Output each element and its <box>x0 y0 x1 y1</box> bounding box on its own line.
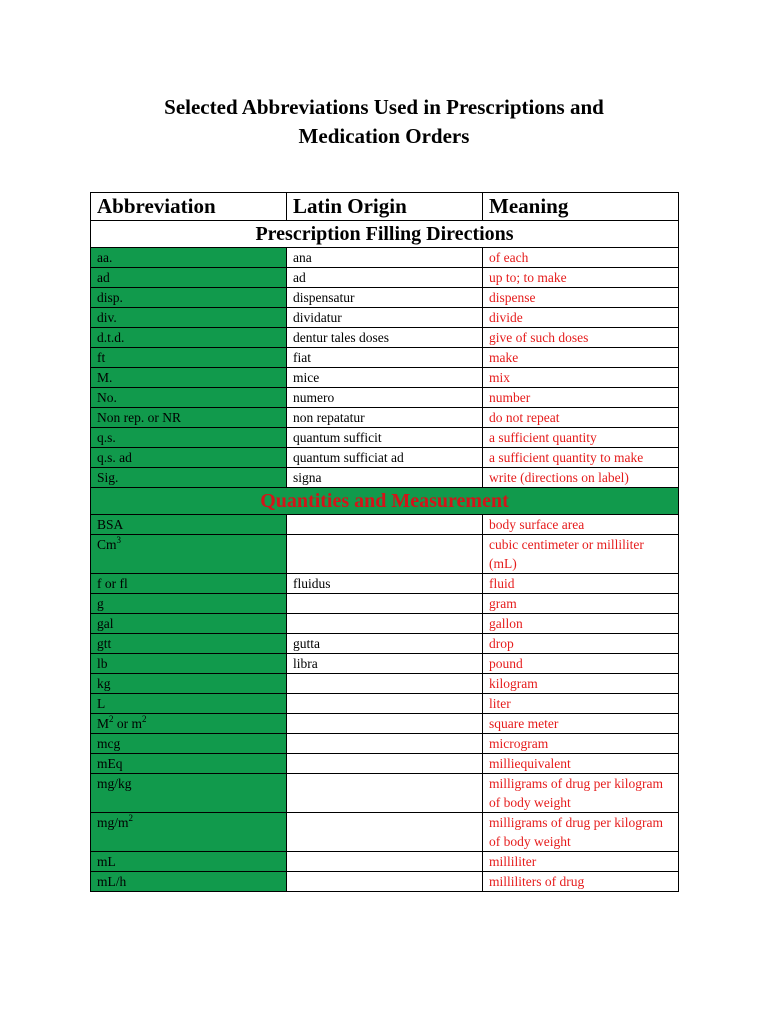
table-row <box>91 872 679 892</box>
abbreviation-cell <box>91 734 287 754</box>
meaning-cell: drop <box>483 634 679 654</box>
latin-origin-cell: quantum sufficiat ad <box>287 448 483 468</box>
table-row <box>91 574 679 594</box>
abbreviation-text: L <box>97 696 106 711</box>
latin-origin-cell <box>287 515 483 535</box>
meaning-cell: milliequivalent <box>483 754 679 774</box>
abbreviation-text: lb <box>97 656 108 671</box>
abbreviation-text: mcg <box>97 736 121 751</box>
meaning-cell: do not repeat <box>483 408 679 428</box>
abbreviation-superscript: 2 <box>128 813 134 823</box>
abbreviation-cell <box>91 268 287 288</box>
abbreviation-cell <box>91 714 287 734</box>
table-row <box>91 288 679 308</box>
abbreviation-text: No. <box>97 390 117 405</box>
abbreviation-text: mg/kg <box>97 776 132 791</box>
meaning-cell: a sufficient quantity to make <box>483 448 679 468</box>
table-row <box>91 594 679 614</box>
table-row <box>91 714 679 734</box>
meaning-cell: number <box>483 388 679 408</box>
abbreviation-text: or m <box>113 716 143 731</box>
latin-origin-cell: numero <box>287 388 483 408</box>
abbreviation-cell <box>91 288 287 308</box>
latin-origin-cell: ad <box>287 268 483 288</box>
table-row <box>91 468 679 488</box>
abbreviation-cell <box>91 634 287 654</box>
abbreviation-text: Sig. <box>97 470 119 485</box>
abbreviation-text: ft <box>97 350 106 365</box>
table-row <box>91 268 679 288</box>
meaning-cell: kilogram <box>483 674 679 694</box>
meaning-cell: milliliter <box>483 852 679 872</box>
meaning-cell: give of such doses <box>483 328 679 348</box>
table-row <box>91 674 679 694</box>
latin-origin-cell: dividatur <box>287 308 483 328</box>
abbreviation-cell <box>91 754 287 774</box>
table-row <box>91 614 679 634</box>
abbreviation-text: q.s. <box>97 430 116 445</box>
abbreviation-cell <box>91 308 287 328</box>
abbreviation-cell <box>91 694 287 714</box>
meaning-cell: square meter <box>483 714 679 734</box>
abbreviation-cell <box>91 428 287 448</box>
section-header-row <box>91 221 679 248</box>
document-title <box>0 93 768 151</box>
abbreviation-text: BSA <box>97 517 124 532</box>
latin-origin-cell: dispensatur <box>287 288 483 308</box>
latin-origin-cell: fluidus <box>287 574 483 594</box>
abbreviation-cell <box>91 328 287 348</box>
latin-origin-cell <box>287 535 483 574</box>
table-row <box>91 654 679 674</box>
meaning-cell: of each <box>483 248 679 268</box>
latin-origin-cell <box>287 813 483 852</box>
abbreviation-text: mL/h <box>97 874 127 889</box>
abbreviation-text: div. <box>97 310 117 325</box>
meaning-cell: up to; to make <box>483 268 679 288</box>
latin-origin-cell: signa <box>287 468 483 488</box>
table-header-row <box>91 193 679 221</box>
abbreviation-text: mg/m <box>97 815 129 830</box>
abbreviation-cell <box>91 515 287 535</box>
table-row <box>91 813 679 852</box>
abbreviation-cell <box>91 774 287 813</box>
abbreviation-cell <box>91 448 287 468</box>
table-row <box>91 774 679 813</box>
latin-origin-cell: non repatatur <box>287 408 483 428</box>
abbreviation-text: disp. <box>97 290 123 305</box>
table-row <box>91 734 679 754</box>
latin-origin-cell <box>287 852 483 872</box>
meaning-cell: gallon <box>483 614 679 634</box>
table-row <box>91 368 679 388</box>
meaning-cell: make <box>483 348 679 368</box>
abbreviation-cell <box>91 674 287 694</box>
abbreviation-cell <box>91 348 287 368</box>
abbreviation-cell <box>91 872 287 892</box>
header-latin-origin: Latin Origin <box>287 193 483 221</box>
abbreviation-text: ad <box>97 270 110 285</box>
table-row <box>91 388 679 408</box>
abbreviation-text: gtt <box>97 636 112 651</box>
abbreviation-text: Cm <box>97 537 117 552</box>
abbreviation-text: d.t.d. <box>97 330 125 345</box>
abbreviation-cell <box>91 654 287 674</box>
latin-origin-cell: quantum sufficit <box>287 428 483 448</box>
abbreviation-text: M <box>97 716 110 731</box>
latin-origin-cell: libra <box>287 654 483 674</box>
table-row <box>91 754 679 774</box>
abbreviation-text: mEq <box>97 756 123 771</box>
abbreviation-text: Non rep. or NR <box>97 410 181 425</box>
latin-origin-cell <box>287 674 483 694</box>
meaning-cell: pound <box>483 654 679 674</box>
latin-origin-cell: ana <box>287 248 483 268</box>
abbreviation-superscript: 2 <box>109 714 114 724</box>
meaning-cell: liter <box>483 694 679 714</box>
abbreviations-table <box>90 192 679 892</box>
abbreviation-text: M. <box>97 370 113 385</box>
abbreviation-superscript: 2 <box>142 714 147 724</box>
table-row <box>91 328 679 348</box>
abbreviation-cell <box>91 388 287 408</box>
meaning-cell: milligrams of drug per kilogram of body weight <box>483 774 679 813</box>
abbreviation-cell <box>91 594 287 614</box>
meaning-cell: divide <box>483 308 679 328</box>
abbreviation-cell <box>91 468 287 488</box>
table-row <box>91 515 679 535</box>
meaning-cell: milligrams of drug per kilogram of body weight <box>483 813 679 852</box>
table-row <box>91 348 679 368</box>
latin-origin-cell: mice <box>287 368 483 388</box>
meaning-cell: gram <box>483 594 679 614</box>
latin-origin-cell: dentur tales doses <box>287 328 483 348</box>
meaning-cell: fluid <box>483 574 679 594</box>
abbreviation-cell <box>91 368 287 388</box>
header-abbreviation: Abbreviation <box>91 193 287 221</box>
abbreviation-cell <box>91 248 287 268</box>
abbreviation-text: gal <box>97 616 114 631</box>
table-row <box>91 448 679 468</box>
section-title: Prescription Filling Directions <box>91 221 679 248</box>
latin-origin-cell <box>287 594 483 614</box>
abbreviation-text: q.s. ad <box>97 450 132 465</box>
abbreviation-text: g <box>97 596 104 611</box>
meaning-cell: write (directions on label) <box>483 468 679 488</box>
table-row <box>91 634 679 654</box>
abbreviation-text: mL <box>97 854 116 869</box>
section-header-row <box>91 488 679 515</box>
table-row <box>91 308 679 328</box>
latin-origin-cell <box>287 694 483 714</box>
abbreviation-text: kg <box>97 676 111 691</box>
meaning-cell: milliliters of drug <box>483 872 679 892</box>
abbreviation-cell <box>91 614 287 634</box>
latin-origin-cell <box>287 714 483 734</box>
latin-origin-cell <box>287 754 483 774</box>
meaning-cell: a sufficient quantity <box>483 428 679 448</box>
abbreviation-superscript: 3 <box>116 535 122 545</box>
latin-origin-cell <box>287 614 483 634</box>
title-line-1: Selected Abbreviations Used in Prescriptions and <box>164 95 604 119</box>
abbreviation-cell <box>91 535 287 574</box>
abbreviation-text: f or fl <box>97 576 128 591</box>
abbreviation-cell <box>91 813 287 852</box>
meaning-cell: body surface area <box>483 515 679 535</box>
table-row <box>91 694 679 714</box>
table-row <box>91 248 679 268</box>
table-body <box>91 221 679 892</box>
latin-origin-cell <box>287 872 483 892</box>
meaning-cell: mix <box>483 368 679 388</box>
table-row <box>91 852 679 872</box>
table-row <box>91 408 679 428</box>
latin-origin-cell <box>287 774 483 813</box>
table-row <box>91 535 679 574</box>
latin-origin-cell: fiat <box>287 348 483 368</box>
table-row <box>91 428 679 448</box>
abbreviation-cell <box>91 574 287 594</box>
abbreviation-cell <box>91 408 287 428</box>
latin-origin-cell: gutta <box>287 634 483 654</box>
latin-origin-cell <box>287 734 483 754</box>
title-line-2: Medication Orders <box>298 124 470 148</box>
meaning-cell: dispense <box>483 288 679 308</box>
header-meaning: Meaning <box>483 193 679 221</box>
abbreviation-text: aa. <box>97 250 113 265</box>
abbreviation-cell <box>91 852 287 872</box>
meaning-cell: cubic centimeter or milliliter (mL) <box>483 535 679 574</box>
section-title: Quantities and Measurement <box>91 488 679 515</box>
meaning-cell: microgram <box>483 734 679 754</box>
